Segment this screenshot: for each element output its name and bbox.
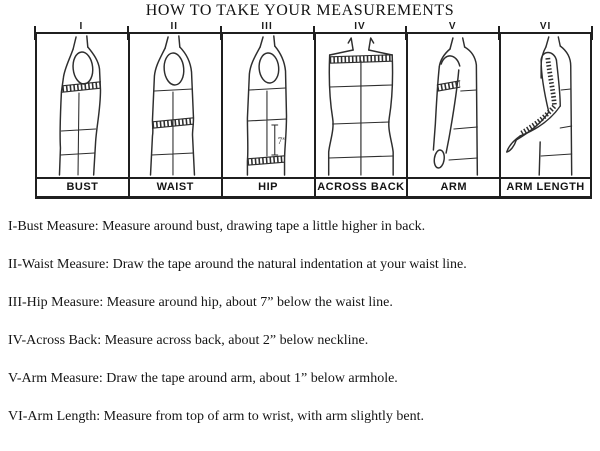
waist-figure [128, 34, 221, 177]
arm-length-figure [499, 34, 592, 177]
instruction-list [8, 208, 592, 436]
hip-seven-inch-annotation: 7” [277, 135, 286, 147]
ruler-tick [498, 26, 500, 40]
instruction-line-bust: I-Bust Measure: Measure around bust, drawing tape a little higher in back. [8, 219, 426, 234]
panel-label-bust: BUST [35, 179, 128, 196]
page-title: HOW TO TAKE YOUR MEASUREMENTS [145, 2, 455, 19]
instruction-line-across-back: IV-Across Back: Measure across back, about 2” below neckline. [8, 333, 369, 348]
panel-numeral-arm: V [448, 21, 457, 32]
panel-numeral-waist: II [170, 21, 179, 32]
panel-label-hip: HIP [221, 179, 314, 196]
panel-label-arm: ARM [406, 179, 499, 196]
arm-figure [406, 34, 499, 177]
ruler-tick [34, 26, 36, 40]
ruler-tick [313, 26, 315, 40]
panel-label-row [35, 177, 592, 199]
panel-label-arm-length: ARM LENGTH [499, 179, 592, 196]
figure-row [35, 32, 592, 177]
instruction-line-waist: II-Waist Measure: Draw the tape around the natural indentation at your waist line. [8, 257, 467, 272]
measurement-diagram [35, 21, 592, 199]
panel-numeral-hip: III [261, 21, 273, 32]
ruler-tick [127, 26, 129, 40]
panel-numeral-across-back: IV [354, 21, 366, 32]
panel-label-across-back: ACROSS BACK [314, 179, 407, 196]
ruler-tick [405, 26, 407, 40]
bust-figure [35, 34, 128, 177]
instruction-line-arm: V-Arm Measure: Draw the tape around arm, about 1” below armhole. [8, 371, 398, 386]
instruction-line-hip: III-Hip Measure: Measure around hip, about 7” below the waist line. [8, 295, 393, 310]
hip-figure [221, 34, 314, 177]
across-back-figure [314, 34, 407, 177]
panel-numeral-arm-length: VI [539, 21, 552, 32]
instruction-line-arm-length: VI-Arm Length: Measure from top of arm to wrist, with arm slightly bent. [8, 409, 425, 424]
panel-numeral-bust: I [79, 21, 84, 32]
ruler-tick [220, 26, 222, 40]
panel-label-waist: WAIST [128, 179, 221, 196]
ruler-tick [591, 26, 593, 40]
